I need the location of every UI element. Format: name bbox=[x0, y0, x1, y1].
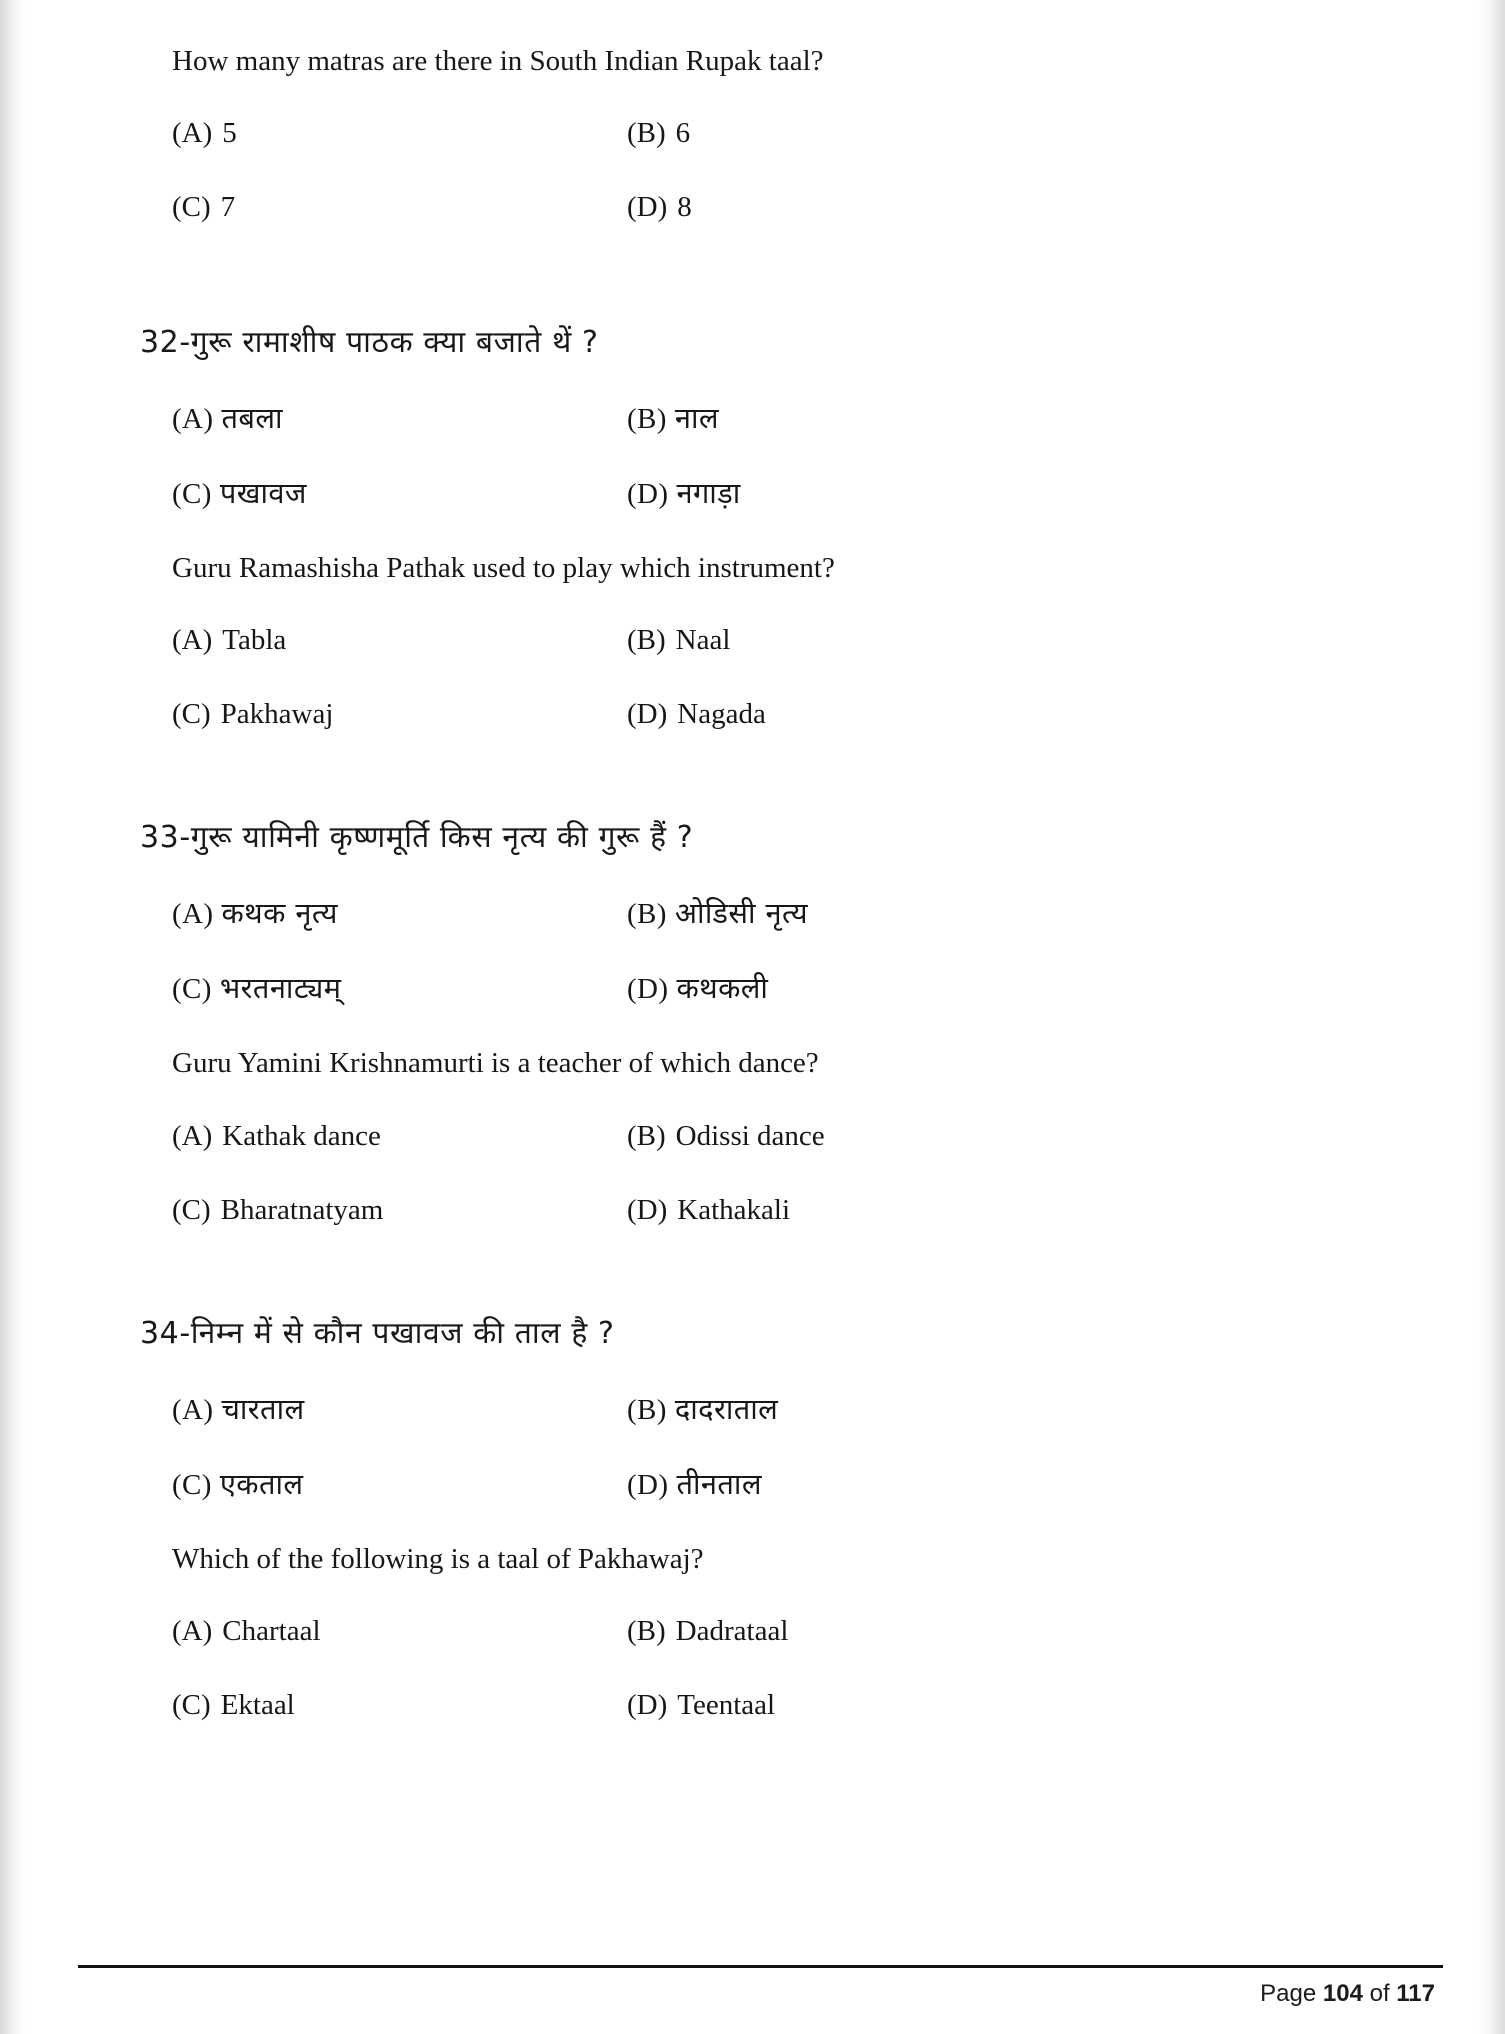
option-d-label: (D) bbox=[627, 191, 668, 224]
option-b-text: Naal bbox=[675, 624, 731, 657]
page-number-label bbox=[78, 1980, 1443, 2008]
option-d[interactable] bbox=[627, 1684, 1082, 1726]
question-text-hindi: 32-गुरू रामाशीष पाठक क्या बजाते थें ? bbox=[140, 325, 599, 361]
option-b[interactable] bbox=[627, 1610, 1082, 1652]
option-row bbox=[172, 1388, 1388, 1431]
option-c-text: 7 bbox=[220, 191, 236, 224]
footer-page-word: Page bbox=[1260, 1980, 1317, 2007]
option-b-label: (B) bbox=[627, 898, 667, 931]
option-a-text: चारताल bbox=[221, 1391, 305, 1426]
option-d-label: (D) bbox=[627, 478, 669, 511]
option-a-label: (A) bbox=[172, 1393, 214, 1426]
option-row bbox=[172, 397, 1388, 440]
option-row bbox=[172, 1684, 1388, 1726]
page-content bbox=[118, 40, 1388, 1732]
option-d-text: Teentaal bbox=[677, 1688, 776, 1721]
option-b-label: (B) bbox=[627, 1614, 666, 1647]
scan-edge-left bbox=[0, 0, 26, 2034]
option-d[interactable] bbox=[627, 1463, 1082, 1506]
option-d-label: (D) bbox=[627, 1688, 668, 1721]
question-text-english: Which of the following is a taal of Pakhawaj? bbox=[172, 1542, 704, 1575]
option-d-text: कथकली bbox=[676, 971, 769, 1006]
option-b-text: दादराताल bbox=[674, 1391, 779, 1426]
option-b[interactable] bbox=[627, 619, 1082, 661]
option-d-text: 8 bbox=[677, 191, 692, 224]
option-a-text: 5 bbox=[222, 117, 237, 150]
option-c[interactable] bbox=[172, 1189, 627, 1231]
option-d-label: (D) bbox=[627, 973, 669, 1006]
option-c-label: (C) bbox=[172, 478, 212, 511]
option-a-label: (A) bbox=[172, 403, 214, 436]
scan-edge-right bbox=[1479, 0, 1505, 2034]
option-d[interactable] bbox=[627, 186, 1082, 228]
option-c[interactable] bbox=[172, 967, 627, 1010]
question-text-english: Guru Ramashisha Pathak used to play which instrument? bbox=[172, 552, 835, 585]
option-c-text: Pakhawaj bbox=[220, 698, 334, 731]
option-row bbox=[172, 112, 1388, 154]
option-a-label: (A) bbox=[172, 1119, 213, 1152]
option-a-label: (A) bbox=[172, 898, 214, 931]
option-row bbox=[172, 472, 1388, 515]
option-d[interactable] bbox=[627, 1189, 1082, 1231]
option-d-label: (D) bbox=[627, 698, 668, 731]
option-b[interactable] bbox=[627, 397, 1082, 440]
option-b-text: ओडिसी नृत्य bbox=[674, 896, 809, 931]
option-c-text: भरतनाट्यम् bbox=[219, 971, 342, 1006]
option-b[interactable] bbox=[627, 892, 1082, 935]
question-text-english: How many matras are there in South Indian Rupak taal? bbox=[172, 45, 824, 77]
option-c[interactable] bbox=[172, 1463, 627, 1506]
option-b-text: Odissi dance bbox=[675, 1119, 825, 1152]
option-c-label: (C) bbox=[172, 191, 211, 224]
option-a[interactable] bbox=[172, 1115, 627, 1157]
option-a[interactable] bbox=[172, 112, 627, 154]
option-row bbox=[172, 1189, 1388, 1231]
option-row bbox=[172, 1463, 1388, 1506]
option-c[interactable] bbox=[172, 693, 627, 735]
option-a-label: (A) bbox=[172, 624, 213, 657]
option-c-text: Ektaal bbox=[220, 1688, 295, 1721]
option-row bbox=[172, 1115, 1388, 1157]
option-a-text: कथक नृत्य bbox=[221, 896, 338, 931]
option-row bbox=[172, 1610, 1388, 1652]
footer-page-number: 104 bbox=[1322, 1980, 1363, 2007]
option-b[interactable] bbox=[627, 1115, 1082, 1157]
option-d-text: Nagada bbox=[677, 698, 766, 731]
option-row bbox=[172, 967, 1388, 1010]
option-b-label: (B) bbox=[627, 1393, 667, 1426]
option-c[interactable] bbox=[172, 472, 627, 515]
question-block-32 bbox=[118, 320, 1388, 735]
option-a-text: Chartaal bbox=[222, 1614, 321, 1647]
question-text-english: Guru Yamini Krishnamurti is a teacher of which dance? bbox=[172, 1047, 819, 1080]
question-text-hindi: 33-गुरू यामिनी कृष्णमूर्ति किस नृत्य की गुरू हैं ? bbox=[140, 820, 694, 856]
option-d-text: नगाड़ा bbox=[676, 476, 741, 511]
option-b[interactable] bbox=[627, 1388, 1082, 1431]
option-b-label: (B) bbox=[627, 117, 666, 150]
option-a-text: Kathak dance bbox=[222, 1119, 381, 1152]
option-d-label: (D) bbox=[627, 1468, 669, 1501]
option-row bbox=[172, 693, 1388, 735]
option-d-text: Kathakali bbox=[677, 1193, 790, 1226]
option-row bbox=[172, 186, 1388, 228]
option-a[interactable] bbox=[172, 1610, 627, 1652]
option-a[interactable] bbox=[172, 619, 627, 661]
option-row bbox=[172, 619, 1388, 661]
option-row bbox=[172, 892, 1388, 935]
option-a[interactable] bbox=[172, 397, 627, 440]
option-b[interactable] bbox=[627, 112, 1082, 154]
question-block-33 bbox=[118, 815, 1388, 1230]
option-c-label: (C) bbox=[172, 973, 212, 1006]
option-a[interactable] bbox=[172, 892, 627, 935]
option-d[interactable] bbox=[627, 967, 1082, 1010]
option-c-label: (C) bbox=[172, 698, 211, 731]
option-d-label: (D) bbox=[627, 1193, 668, 1226]
option-b-text: नाल bbox=[674, 401, 719, 436]
option-b-text: Dadrataal bbox=[675, 1614, 789, 1647]
footer-of-word: of bbox=[1369, 1980, 1390, 2007]
option-a-text: Tabla bbox=[222, 624, 287, 657]
option-a[interactable] bbox=[172, 1388, 627, 1431]
question-text-hindi: 34-निम्न में से कौन पखावज की ताल है ? bbox=[140, 1315, 615, 1351]
option-d[interactable] bbox=[627, 693, 1082, 735]
option-c-label: (C) bbox=[172, 1688, 211, 1721]
option-a-text: तबला bbox=[221, 401, 283, 436]
option-a-label: (A) bbox=[172, 1614, 213, 1647]
option-c[interactable] bbox=[172, 186, 627, 228]
option-d[interactable] bbox=[627, 472, 1082, 515]
option-c[interactable] bbox=[172, 1684, 627, 1726]
option-c-label: (C) bbox=[172, 1193, 211, 1226]
option-c-label: (C) bbox=[172, 1468, 212, 1501]
footer-page-total: 117 bbox=[1396, 1980, 1435, 2007]
option-b-label: (B) bbox=[627, 1119, 666, 1152]
question-block-34 bbox=[118, 1311, 1388, 1726]
option-b-text: 6 bbox=[675, 117, 691, 150]
option-b-label: (B) bbox=[627, 403, 667, 436]
page-footer bbox=[78, 1965, 1443, 2008]
option-c-text: पखावज bbox=[219, 476, 307, 511]
option-c-text: एकताल bbox=[219, 1466, 304, 1501]
option-d-text: तीनताल bbox=[676, 1466, 762, 1501]
option-c-text: Bharatnatyam bbox=[220, 1193, 384, 1226]
option-a-label: (A) bbox=[172, 117, 213, 150]
question-block-31 bbox=[118, 40, 1388, 228]
option-b-label: (B) bbox=[627, 624, 666, 657]
footer-divider bbox=[78, 1965, 1443, 1968]
